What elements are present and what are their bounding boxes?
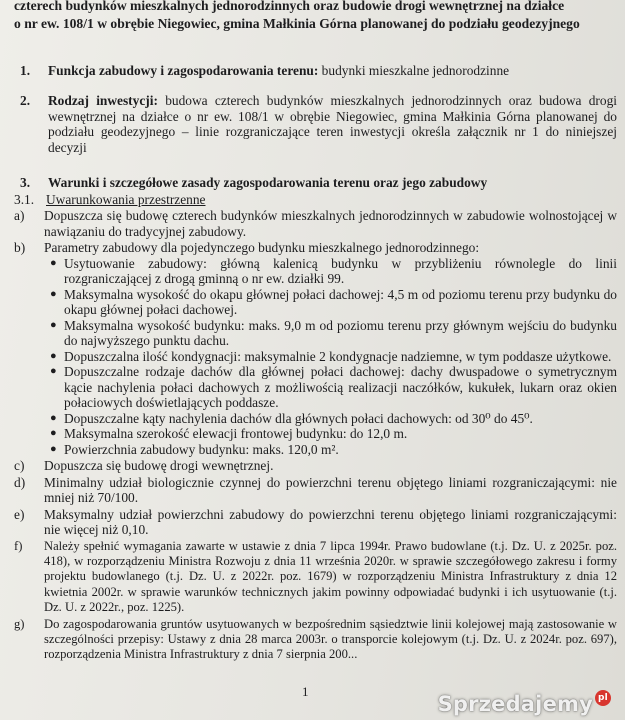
- bullet-item: ● Maksymalna szerokość elewacji frontowej budynku: do 12,0 m.: [50, 426, 408, 441]
- bullet-item: ● Maksymalna wysokość budynku: maks. 9,0 m od poziomu terenu przy głównym wejściu do budynku do najwyższego punktu dachu.: [50, 317, 617, 348]
- bullet-item: ● Maksymalna wysokość do okapu głównej połaci dachowej: 4,5 m od poziomu terenu przy budynku do okapu głównej połaci dachowej.: [50, 286, 617, 317]
- bullet-icon: ●: [50, 411, 57, 424]
- item-f: [14, 539, 617, 616]
- section-1-text: budynki mieszkalne jednorodzinne: [318, 63, 510, 78]
- item-a-text: Dopuszcza się budowę czterech budynków mieszkalnych jednorodzinnych w zabudowie wolnostojącej w nawiązaniu do tradycyjnej zabudowy.: [44, 208, 617, 239]
- item-c-text: Dopuszcza się budowę drogi wewnętrznej.: [44, 458, 274, 473]
- bullet-icon: ●: [50, 318, 57, 331]
- section-3-label: Warunki i szczegółowe zasady zagospodarowania terenu oraz jego zabudowy: [48, 175, 488, 190]
- section-1-number: 1.: [20, 63, 31, 78]
- item-d: [14, 475, 617, 506]
- item-g: [14, 617, 617, 663]
- watermark-logo: [438, 692, 611, 716]
- bullet-icon: ●: [50, 287, 57, 300]
- section-3: [14, 175, 617, 663]
- page-number: 1: [302, 684, 309, 699]
- item-c-letter: c): [14, 458, 25, 473]
- header-line-2: o nr ew. 108/1 w obrębie Niegowiec, gmina Małkinia Górna planowanej do podziału geodezyjnego: [14, 16, 580, 31]
- bullet-icon: ●: [50, 256, 57, 269]
- section-2: [14, 93, 617, 155]
- bullet-list: [44, 256, 617, 458]
- item-e: [14, 507, 617, 538]
- subsection-title: Uwarunkowania przestrzenne: [46, 191, 206, 207]
- bullet-icon: ●: [50, 349, 57, 362]
- header-line-1: czterech budynków mieszkalnych jednorodzinnych oraz budowie drogi wewnętrznej na działce: [14, 0, 565, 13]
- bullet-item: ● Dopuszczalne kąty nachylenia dachów dla głównych połaci dachowych: od 30⁰ do 45⁰.: [50, 410, 533, 426]
- section-1: [14, 63, 617, 79]
- item-d-text: Minimalny udział biologicznie czynnej do powierzchni terenu objętego liniami rozgraniczającymi: nie mniej niż 70/100.: [44, 474, 617, 505]
- item-a: [14, 208, 617, 239]
- bullet-item: ● Powierzchnia zabudowy budynku: maks. 120,0 m².: [50, 441, 339, 457]
- subsection-number: 3.1.: [14, 191, 35, 207]
- section-2-number: 2.: [20, 93, 31, 108]
- item-d-letter: d): [14, 474, 26, 490]
- bullet-item: ● Dopuszczalna ilość kondygnacji: maksymalnie 2 kondygnacje nadziemne, w tym poddasze użytkowe.: [50, 348, 612, 364]
- item-f-letter: f): [14, 538, 23, 553]
- watermark-badge: pl: [595, 690, 611, 706]
- item-e-letter: e): [14, 506, 25, 522]
- item-e-text: Maksymalny udział powierzchni zabudowy do powierzchni terenu objętego liniami rozgraniczającymi: nie więcej niż 0,10.: [44, 506, 617, 537]
- bullet-icon: ●: [50, 427, 57, 439]
- section-1-label: Funkcja zabudowy i zagospodarowania terenu:: [48, 63, 319, 78]
- bullet-item: ● Dopuszczalne rodzaje dachów dla głównej połaci dachowej: dachy dwuspadowe o symetrycznym kącie nachylenia połaci dachowych z możliwością realizacji naczółków, kukułek, lukarn oraz okien połaciowych doświetlających poddasze.: [50, 364, 617, 410]
- item-f-text: Należy spełnić wymagania zawarte w ustawie z dnia 7 lipca 1994r. Prawo budowlane (t.j. Dz. U. z 2025r. poz. 418), w rozporządzeniu Ministra Rozwoju z dnia 11 września 2020r. w sprawie szczegółowego zakresu i formy projektu budowlanego (t.j. Dz. U. z 2022r. poz. 1679) w rozporządzeniu Ministra Infrastruktury z dnia 12 kwietnia 2002r. w sprawie warunków technicznych jakim powinny odpowiadać budynki i ich usytuowanie (t.j. Dz. U. z 2022r., poz. 1225).: [44, 538, 617, 615]
- watermark-text: Sprzedajemy: [437, 692, 593, 716]
- bullet-icon: ●: [50, 442, 57, 455]
- item-g-letter: g): [14, 616, 25, 631]
- section-3-number: 3.: [20, 175, 31, 190]
- subsection-3-1: [14, 192, 617, 208]
- item-c: [14, 458, 617, 474]
- section-2-label: Rodzaj inwestycji:: [48, 93, 158, 108]
- bullet-icon: ●: [50, 365, 57, 377]
- item-b-text: Parametry zabudowy dla pojedynczego budynku mieszkalnego jednorodzinnego:: [44, 240, 480, 255]
- item-b-letter: b): [14, 240, 26, 255]
- section-2-text: budowa czterech budynków mieszkalnych jednorodzinnych oraz budowa drogi wewnętrznej na działce o nr ew. 108/1 w obrębie Niegowiec, gmina Małkinia Górna planowanej do podziału geodezyjnego – linie rozgraniczające teren inwestycji określa załącznik nr 1 do niniejszej decyzji: [48, 93, 617, 155]
- bullet-item: ● Usytuowanie zabudowy: główną kalenicą budynku w przybliżeniu równolegle do linii rozgraniczającej z drogą gminną o nr ew. działki 99.: [50, 255, 617, 286]
- item-b: [14, 240, 617, 457]
- item-g-text: Do zagospodarowania gruntów usytuowanych w bezpośrednim sąsiedztwie linii kolejowej mają zastosowanie w szczególności przepisy: Ustawy z dnia 28 marca 2003r. o transporcie kolejowym (t.j. Dz. U. z 2024r. poz. 697), rozporządzenia Ministra Infrastruktury z dnia 7 sierpnia 200...: [44, 616, 617, 662]
- document-header: [14, 0, 617, 33]
- item-a-letter: a): [14, 208, 25, 223]
